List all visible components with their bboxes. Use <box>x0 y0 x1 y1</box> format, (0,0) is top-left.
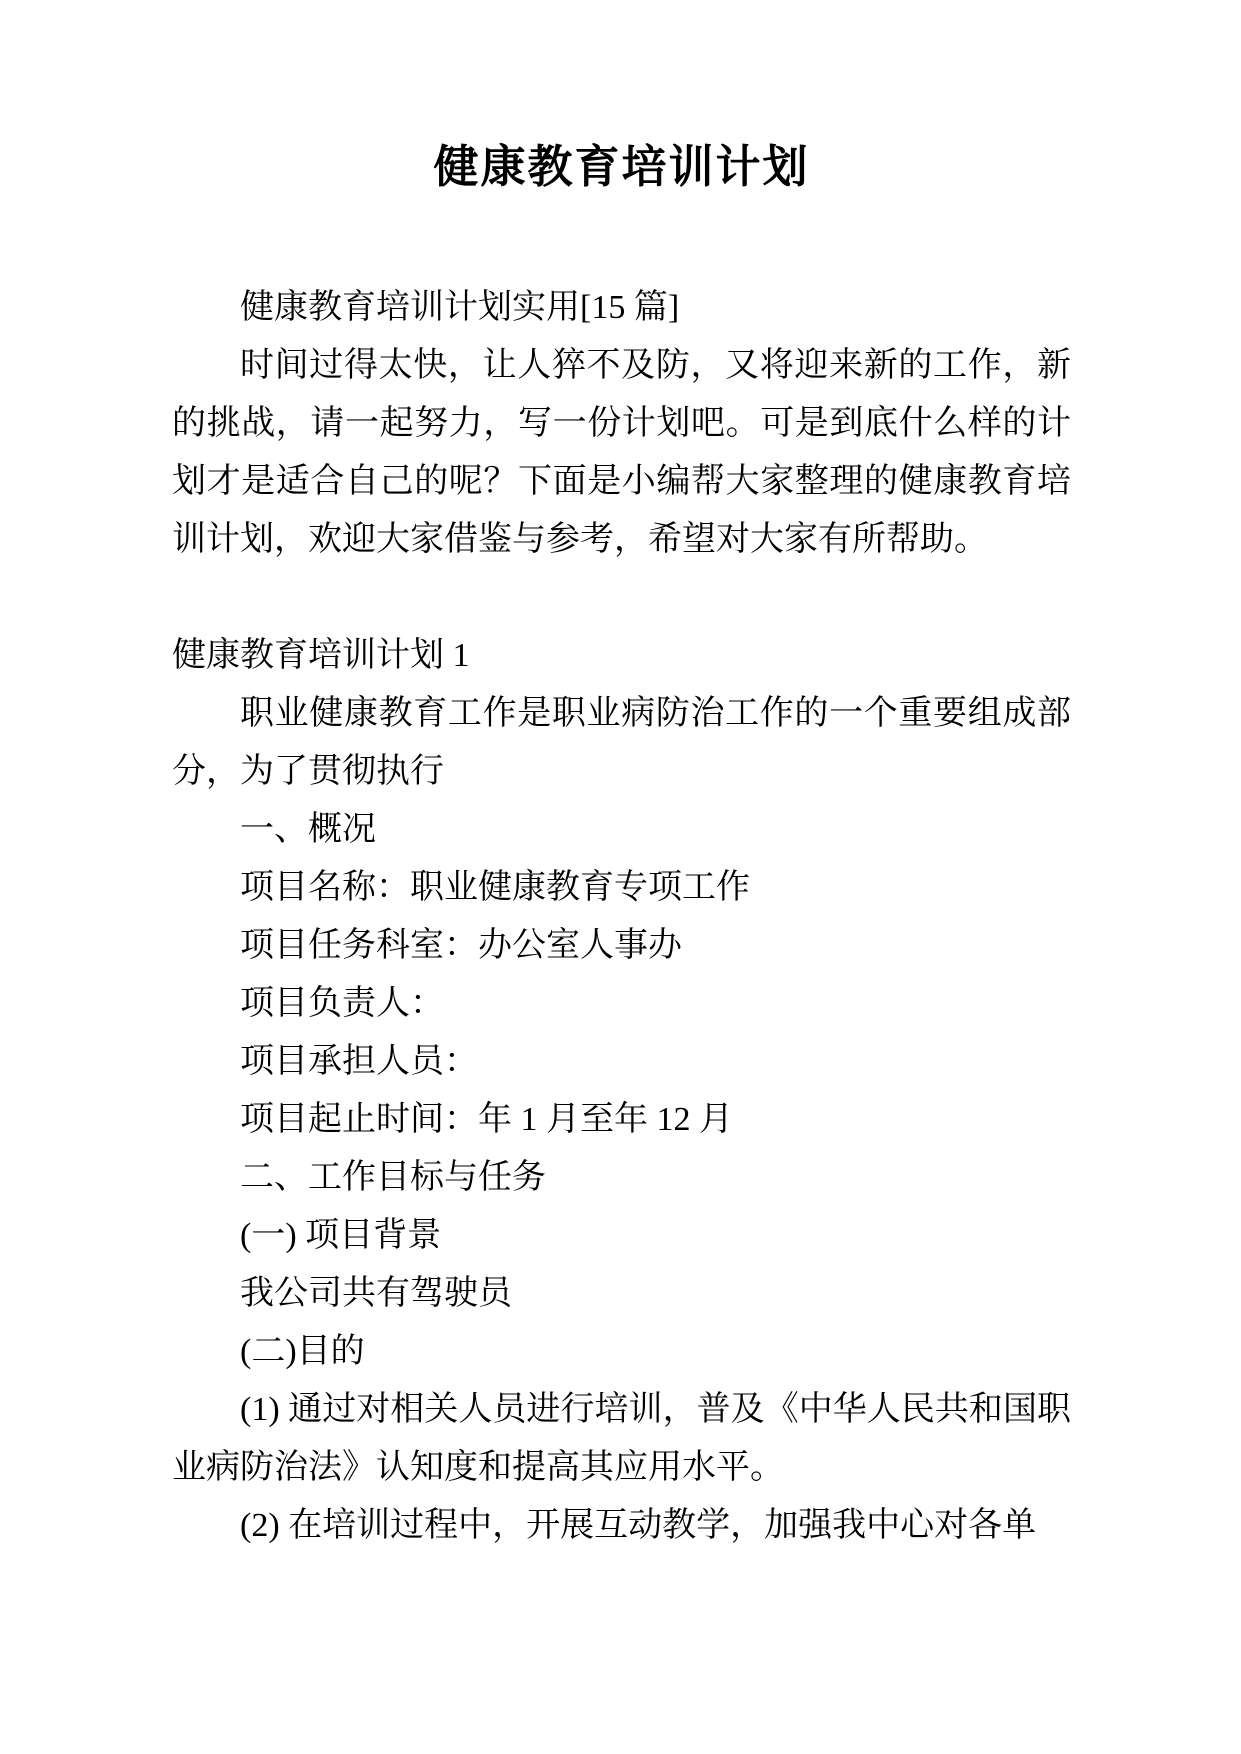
document-title: 健康教育培训计划 <box>433 142 810 192</box>
paragraph: 职业健康教育工作是职业病防治工作的一个重要组成部分，为了贯彻执行 <box>172 694 1071 790</box>
paragraph: 项目起止时间：年 1 月至年 12 月 <box>240 1100 733 1138</box>
paragraph: 健康教育培训计划 1 <box>172 636 470 674</box>
paragraph: 一、概况 <box>240 810 376 848</box>
document-body <box>172 279 1071 1555</box>
paragraph: 项目负责人： <box>240 984 444 1022</box>
paragraph: 项目承担人员： <box>240 1042 478 1080</box>
paragraph: 时间过得太快，让人猝不及防，又将迎来新的工作，新的挑战，请一起努力，写一份计划吧。可是到底什么样的计划才是适合自己的呢？下面是小编帮大家整理的健康教育培训计划，欢迎大家借鉴与参考，希望对大家有所帮助。 <box>172 346 1071 558</box>
paragraph: (2) 在培训过程中，开展互动教学，加强我中心对各单 <box>240 1506 1037 1544</box>
paragraph: (二)目的 <box>240 1332 365 1370</box>
paragraph: (一) 项目背景 <box>240 1216 442 1254</box>
paragraph: 二、工作目标与任务 <box>240 1158 546 1196</box>
paragraph <box>172 569 1071 627</box>
paragraph: 健康教育培训计划实用[15 篇] <box>240 288 680 326</box>
paragraph: 项目任务科室：办公室人事办 <box>240 926 682 964</box>
paragraph: 我公司共有驾驶员 <box>240 1274 512 1312</box>
paragraph: 项目名称：职业健康教育专项工作 <box>240 868 750 906</box>
paragraph: (1) 通过对相关人员进行培训，普及《中华人民共和国职业病防治法》认知度和提高其应用水平。 <box>172 1390 1071 1486</box>
